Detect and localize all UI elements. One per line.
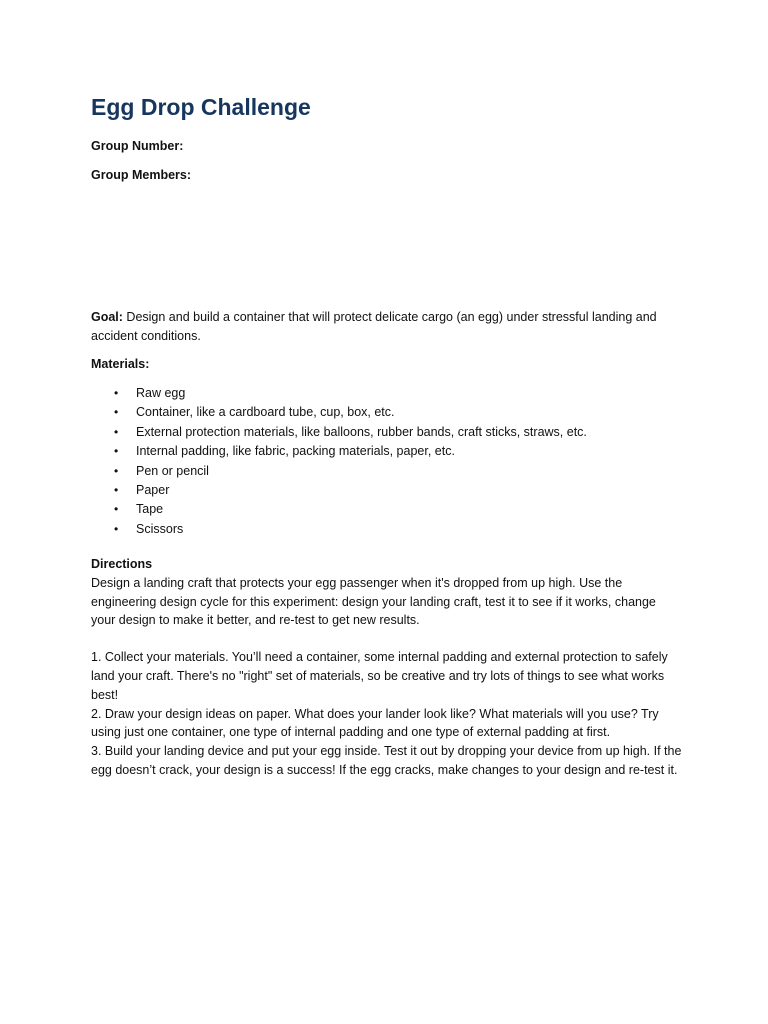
material-item: Pen or pencil [136, 463, 209, 478]
bullet-icon: • [114, 424, 119, 439]
step-item: 1. Collect your materials. You’ll need a container, some internal padding and external protection to safely land your craft. There's no "right" set of materials, so be creative and try lots of things to see what works best! [91, 650, 668, 702]
material-item: Raw egg [136, 386, 186, 400]
goal-paragraph [91, 308, 681, 345]
directions-intro: Design a landing craft that protects your egg passenger when it's dropped from up high. Use the engineering design cycle for this experiment: design your landing craft, test it to see if it works, change your design to make it better, and re-test to get new results. [91, 575, 656, 628]
bullet-icon: • [114, 463, 119, 478]
materials-heading: Materials: [91, 357, 150, 371]
list-item [91, 520, 691, 539]
material-item: Container, like a cardboard tube, cup, box, etc. [136, 405, 395, 420]
bullet-icon: • [114, 405, 119, 420]
bullet-icon: • [114, 483, 119, 498]
list-item [91, 423, 691, 442]
list-item [91, 481, 691, 500]
group-number-label: Group Number: [91, 139, 184, 153]
document-page [91, 92, 691, 780]
list-item [91, 403, 691, 422]
bullet-icon: • [114, 386, 119, 400]
group-members-label: Group Members: [91, 168, 192, 182]
step-item: 3. Build your landing device and put your egg inside. Test it out by dropping your device from up high. If the egg doesn’t crack, your design is a success! If the egg cracks, make changes to your design and re-test it. [91, 744, 682, 777]
list-item [91, 384, 691, 403]
material-item: Paper [136, 483, 170, 498]
list-item [91, 462, 691, 481]
bullet-icon: • [114, 521, 119, 536]
step-item: 2. Draw your design ideas on paper. What does your lander look like? What materials will you use? Try using just one container, one type of internal padding and one type of external padding at first. [91, 706, 659, 740]
materials-list [91, 384, 691, 539]
material-item: External protection materials, like balloons, rubber bands, craft sticks, straws, etc. [136, 424, 587, 439]
goal-label: Goal: [91, 310, 123, 324]
directions-heading: Directions [91, 557, 153, 572]
page-title: Egg Drop Challenge [91, 94, 311, 120]
list-item [91, 442, 691, 461]
steps-list [91, 648, 691, 780]
list-item [91, 500, 691, 519]
material-item: Scissors [136, 521, 184, 536]
goal-text: Design and build a container that will protect delicate cargo (an egg) under stressful landing and accident conditions. [91, 310, 657, 343]
material-item: Internal padding, like fabric, packing materials, paper, etc. [136, 444, 455, 459]
material-item: Tape [136, 502, 164, 517]
bullet-icon: • [114, 502, 119, 517]
bullet-icon: • [114, 444, 119, 459]
